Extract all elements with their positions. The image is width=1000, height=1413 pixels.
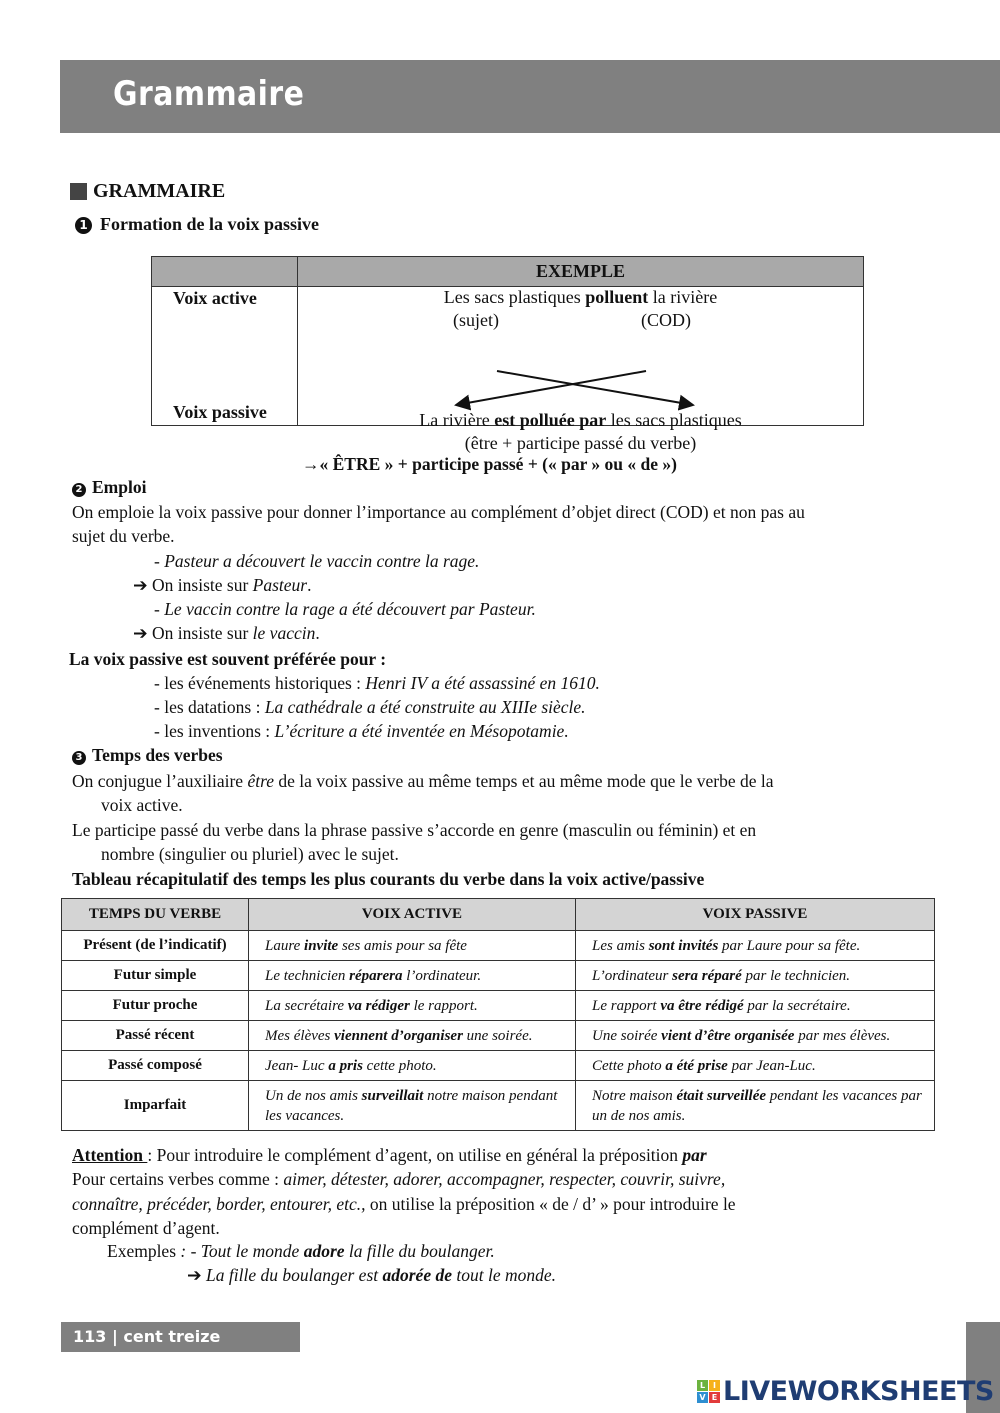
emploi-line1: On emploie la voix passive pour donner l’importance au complément d’objet direct (COD) et non pas au [72,502,805,522]
col-header-tense: TEMPS DU VERBE [62,899,249,931]
arrow-right-icon: ➔ [133,575,153,595]
attention-line4: complément d’agent. [72,1218,220,1238]
part3-heading: 3 Temps des verbes [72,745,223,766]
preferred-item: - les datations : La cathédrale a été construite au XIIIe siècle. [154,697,586,717]
passive-sentence: La rivière est polluée par les sacs plastiques [419,410,742,430]
active-sentence: Les sacs plastiques polluent la rivière [443,287,718,307]
temps-p2-line1: Le participe passé du verbe dans la phrase passive s’accorde en genre (masculin ou féminin) et en [72,820,757,840]
table-row: Passé récent Mes élèves viennent d’organiser une soirée. Une soirée vient d’être organisée par mes élèves. [62,1021,935,1051]
recap-table [61,898,935,1131]
passive-label: Voix passive [173,402,267,423]
section-title: GRAMMAIRE [70,180,225,203]
preferred-title: La voix passive est souvent préférée pour : [69,649,387,669]
liveworksheets-icon: L I V E [697,1380,720,1403]
preferred-item: - les inventions : L’écriture a été inventée en Mésopotamie. [154,721,569,741]
square-bullet-icon [70,183,87,200]
emploi-line2: sujet du verbe. [72,526,175,546]
table-row: Futur proche La secrétaire va rédiger le rapport. Le rapport va être rédigé par la secrétaire. [62,991,935,1021]
part1-heading: 1 Formation de la voix passive [75,214,319,235]
attention-example2: ➔ La fille du boulanger est adorée de tout le monde. [187,1265,557,1285]
arrow-right-icon: ➔ [133,623,153,643]
example-table [151,256,864,453]
arrow-right-icon: ➔ [187,1265,207,1285]
col-header-passive: VOIX PASSIVE [576,899,935,931]
table-row: Futur simple Le technicien réparera l’ordinateur. L’ordinateur sera réparé par le technicien. [62,961,935,991]
active-label: Voix active [173,288,257,308]
temps-p1-line1: On conjugue l’auxiliaire être de la voix passive au même temps et au même mode que le verbe de la [72,771,774,791]
passive-note: (être + participe passé du verbe) [464,433,697,453]
cod-tag: (COD) [641,310,691,330]
emploi-note2: ➔ On insiste sur le vaccin. [133,623,320,643]
banner-title: Grammaire [113,74,305,114]
attention-label: Attention [72,1145,148,1165]
recap-table-title: Tableau récapitulatif des temps les plus courants du verbe dans la voix active/passive [72,869,705,889]
crossing-arrows-icon [298,287,864,427]
attention-example1: Exemples : - Tout le monde adore la fille du boulanger. [107,1241,495,1261]
liveworksheets-logo: L I V E LIVEWORKSHEETS [697,1376,994,1407]
table-row: Imparfait Un de nos amis surveillait notre maison pendant les vacances. Notre maison était surveillée pendant les vacances par un de nos amis. [62,1081,935,1131]
number-3-icon: 3 [72,751,86,765]
emploi-note1: ➔ On insiste sur Pasteur. [133,575,312,595]
header-banner [60,60,1000,133]
subject-tag: (sujet) [453,310,499,330]
example-header: EXEMPLE [298,257,864,287]
attention-line2: Pour certains verbes comme : aimer, détester, adorer, accompagner, respecter, couvrir, suivre, [72,1169,726,1189]
attention-line3: connaître, précéder, border, entourer, etc., on utilise la préposition « de / d’ » pour introduire le [72,1194,736,1214]
number-1-icon: 1 [75,217,92,234]
emploi-example2: - Le vaccin contre la rage a été découvert par Pasteur. [154,599,536,619]
col-header-active: VOIX ACTIVE [249,899,576,931]
temps-p2-line2: nombre (singulier ou pluriel) avec le sujet. [101,844,399,864]
example-cell [298,287,864,453]
preferred-item: - les événements historiques : Henri IV a été assassiné en 1610. [154,673,600,693]
attention-line1: Attention : Pour introduire le complément d’agent, on utilise en général la préposition par [72,1145,707,1165]
table-row: Présent (de l’indicatif) Laure invite ses amis pour sa fête Les amis sont invités par Laure pour sa fête. [62,931,935,961]
number-2-icon: 2 [72,483,86,497]
emploi-example1: - Pasteur a découvert le vaccin contre la rage. [154,551,480,571]
table-row: Passé composé Jean- Luc a pris cette photo. Cette photo a été prise par Jean-Luc. [62,1051,935,1081]
page-number: 113 | cent treize [61,1322,300,1352]
part2-heading: 2 Emploi [72,477,146,498]
formula: →« ÊTRE » + participe passé + (« par » ou « de ») [302,454,677,474]
temps-p1-line2: voix active. [101,795,183,815]
